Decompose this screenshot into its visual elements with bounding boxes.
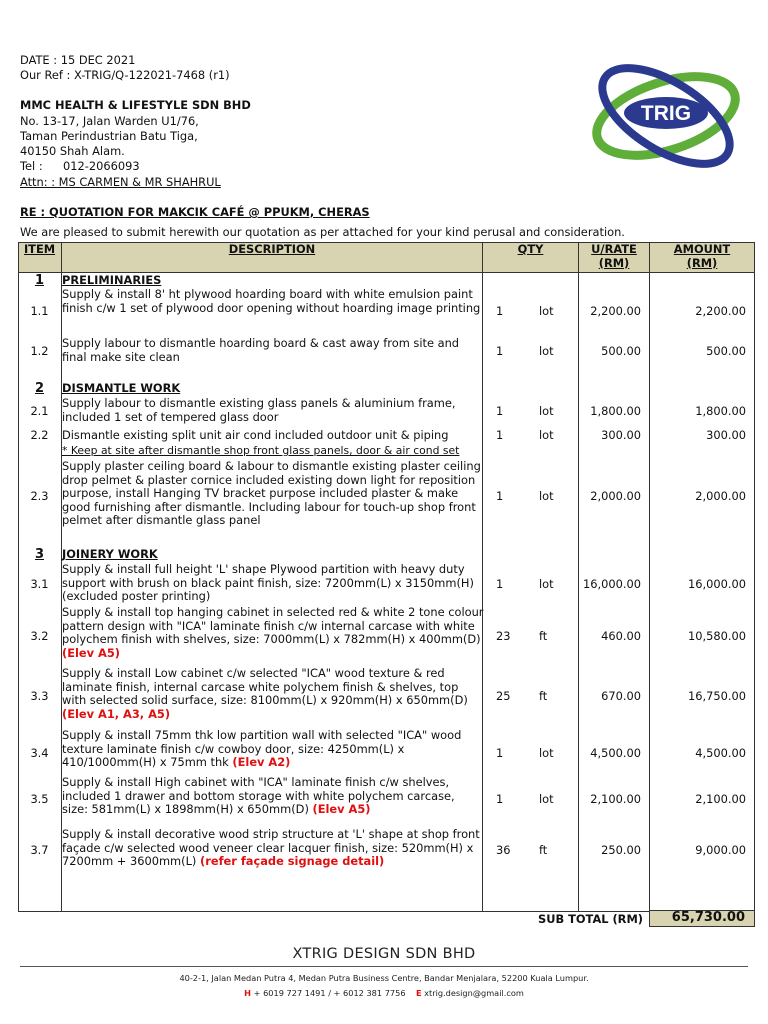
row-qty: 1 [496, 344, 504, 358]
elevation-note: (Elev A1, A3, A5) [62, 706, 171, 721]
row-amount: 2,000.00 [695, 489, 746, 503]
tel-label: Tel : [20, 159, 43, 173]
email-label: E [415, 988, 422, 998]
elevation-note: (Elev A5) [62, 645, 120, 660]
row-qty: 1 [496, 404, 504, 418]
col-urate-unit: (RM) [598, 256, 630, 270]
row-amount: 2,100.00 [695, 792, 746, 806]
elevation-note: (Elev A2) [232, 755, 291, 770]
row-amount: 2,200.00 [695, 304, 746, 318]
elevation-note: (refer façade signage detail) [200, 854, 385, 869]
row-description: Supply & install Low cabinet c/w selected "ICA" wood texture & red laminate finish, internal carcase white polychem finish & shelves, top with selected solid surface, size: 8100mm(L) x 920mm(H) x 650mm(D) [62, 666, 468, 708]
row-qty: 1 [496, 792, 504, 806]
section-title: DISMANTLE WORK [62, 381, 181, 395]
footer-divider [20, 966, 748, 967]
section-title: JOINERY WORK [62, 547, 158, 561]
row-item: 3.3 [30, 689, 49, 703]
row-item: 3.1 [30, 577, 49, 591]
row-item: 2.3 [30, 489, 49, 503]
client-address-1: No. 13-17, Jalan Warden U1/76, [20, 114, 199, 128]
footer-contacts [0, 988, 768, 998]
row-description-wrap [62, 776, 484, 817]
row-description: Supply & install 75mm thk low partition wall with selected "ICA" wood texture laminate finish c/w cowboy door, size: 4250mm(L) x 410/1000mm(H) x 75mm thk [62, 728, 462, 770]
row-qty: 1 [496, 304, 504, 318]
client-address-2: Taman Perindustrian Batu Tiga, [20, 129, 198, 143]
row-qty: 1 [496, 428, 504, 442]
row-unit: lot [539, 344, 554, 358]
row-description-wrap [62, 828, 484, 869]
row-unit: lot [539, 404, 554, 418]
row-item: 3.4 [30, 746, 49, 760]
col-urate: U/RATE [591, 242, 637, 256]
row-amount: 1,800.00 [695, 404, 746, 418]
subtotal-value: 65,730.00 [671, 910, 745, 925]
row-description: Dismantle existing split unit air cond included outdoor unit & piping [62, 428, 449, 442]
row-item: 3.2 [30, 629, 49, 643]
row-description: Supply & install top hanging cabinet in selected red & white 2 tone colour pattern design with "ICA" laminate finish c/w internal carcase with white polychem finish with shelves, size: 7000mm(L) x 782mm(H) x 400mm(D) [62, 605, 484, 647]
row-rate: 4,500.00 [590, 746, 641, 760]
footer-company: XTRIG DESIGN SDN BHD [292, 946, 476, 962]
logo-text: TRIG [640, 102, 692, 125]
row-description-wrap [62, 667, 484, 721]
section-number: 1 [34, 273, 45, 288]
row-item: 1.2 [30, 344, 49, 358]
row-unit: ft [539, 689, 548, 703]
row-amount: 16,000.00 [688, 577, 746, 591]
date: DATE : 15 DEC 2021 [20, 53, 136, 67]
section-number: 3 [34, 547, 45, 562]
row-rate: 16,000.00 [583, 577, 641, 591]
row-rate: 2,200.00 [590, 304, 641, 318]
row-item: 3.7 [30, 843, 49, 857]
phone-label: H [244, 988, 252, 998]
row-amount: 16,750.00 [688, 689, 746, 703]
row-amount: 300.00 [706, 428, 746, 442]
row-description: Supply & install decorative wood strip structure at 'L' shape at shop front façade c/w selected wood veneer clear lacquer finish, size: 520mm(H) x 7200mm + 3600mm(L) [62, 827, 480, 869]
row-qty: 36 [496, 843, 511, 857]
section-title: PRELIMINARIES [62, 273, 162, 287]
keep-at-site-note: * Keep at site after dismantle shop front glass panels, door & air cond set [62, 444, 460, 457]
tel-value: 012-2066093 [63, 159, 140, 173]
row-unit: lot [539, 792, 554, 806]
row-rate: 500.00 [601, 344, 641, 358]
col-amount: AMOUNT [673, 242, 731, 256]
row-unit: ft [539, 843, 548, 857]
row-unit: lot [539, 746, 554, 760]
row-qty: 1 [496, 746, 504, 760]
row-qty: 23 [496, 629, 511, 643]
row-qty: 25 [496, 689, 511, 703]
row-amount: 4,500.00 [695, 746, 746, 760]
row-description-wrap [62, 729, 484, 770]
row-item: 2.2 [30, 428, 49, 442]
client-address-3: 40150 Shah Alam. [20, 144, 125, 158]
subtotal-label: SUB TOTAL (RM) [538, 912, 643, 926]
intro-text: We are pleased to submit herewith our quotation as per attached for your kind perusal and consideration. [20, 225, 625, 239]
row-rate: 2,100.00 [590, 792, 641, 806]
col-description: DESCRIPTION [228, 242, 316, 256]
row-rate: 250.00 [601, 843, 641, 857]
trig-logo-icon [586, 58, 746, 178]
row-rate: 1,800.00 [590, 404, 641, 418]
re-subject: RE : QUOTATION FOR MAKCIK CAFÉ @ PPUKM, CHERAS [20, 205, 370, 219]
row-description: Supply & install High cabinet with "ICA" laminate finish c/w shelves, included 1 drawer and bottom storage with white polychem carcase, size: 581mm(L) x 1898mm(H) x 650mm(D) [62, 775, 455, 817]
row-amount: 500.00 [706, 344, 746, 358]
row-description-wrap [62, 606, 484, 660]
col-qty: QTY [517, 242, 544, 256]
row-description: Supply & install full height 'L' shape Plywood partition with heavy duty support with brush on black paint finish, size: 7200mm(L) x 3150mm(H) (excluded poster printing) [62, 562, 474, 604]
client-company: MMC HEALTH & LIFESTYLE SDN BHD [20, 98, 251, 112]
row-unit: lot [539, 428, 554, 442]
row-description: Supply labour to dismantle hoarding board & cast away from site and final make site clean [62, 336, 460, 364]
footer-email[interactable]: xtrig.design@gmail.com [424, 988, 524, 998]
trig-logo [586, 58, 746, 178]
our-ref: Our Ref : X-TRIG/Q-122021-7468 (r1) [20, 68, 230, 82]
col-amount-unit: (RM) [686, 256, 718, 270]
attention: Attn: : MS CARMEN & MR SHAHRUL [20, 175, 221, 189]
col-item: ITEM [23, 242, 56, 256]
row-qty: 1 [496, 489, 504, 503]
footer-phones: + 6019 727 1491 / + 6012 381 7756 [253, 988, 406, 998]
quotation-table [18, 242, 755, 912]
row-qty: 1 [496, 577, 504, 591]
row-description: Supply plaster ceiling board & labour to dismantle existing plaster ceiling drop pelmet & plaster cornice included existing down light for reposition purpose, install Hanging TV bracket purpose included plaster & make good furnishing after dismantle. Including labour for touch-up shop front pelmet after dismantle glass panel [62, 459, 481, 528]
row-amount: 10,580.00 [688, 629, 746, 643]
row-rate: 670.00 [601, 689, 641, 703]
row-item: 2.1 [30, 404, 49, 418]
row-unit: lot [539, 304, 554, 318]
row-unit: lot [539, 577, 554, 591]
row-rate: 300.00 [601, 428, 641, 442]
row-item: 1.1 [30, 304, 49, 318]
row-item: 3.5 [30, 792, 49, 806]
footer-address: 40-2-1, Jalan Medan Putra 4, Medan Putra Business Centre, Bandar Menjalara, 52200 Kuala Lumpur. [179, 973, 589, 983]
row-description: Supply labour to dismantle existing glass panels & aluminium frame, included 1 set of tempered glass door [62, 396, 456, 424]
section-number: 2 [34, 381, 45, 396]
row-rate: 2,000.00 [590, 489, 641, 503]
row-rate: 460.00 [601, 629, 641, 643]
row-description: Supply & install 8' ht plywood hoarding board with white emulsion paint finish c/w 1 set of plywood door opening without hoarding image printing [62, 287, 481, 315]
row-unit: ft [539, 629, 548, 643]
row-amount: 9,000.00 [695, 843, 746, 857]
row-unit: lot [539, 489, 554, 503]
elevation-note: (Elev A5) [312, 802, 371, 817]
